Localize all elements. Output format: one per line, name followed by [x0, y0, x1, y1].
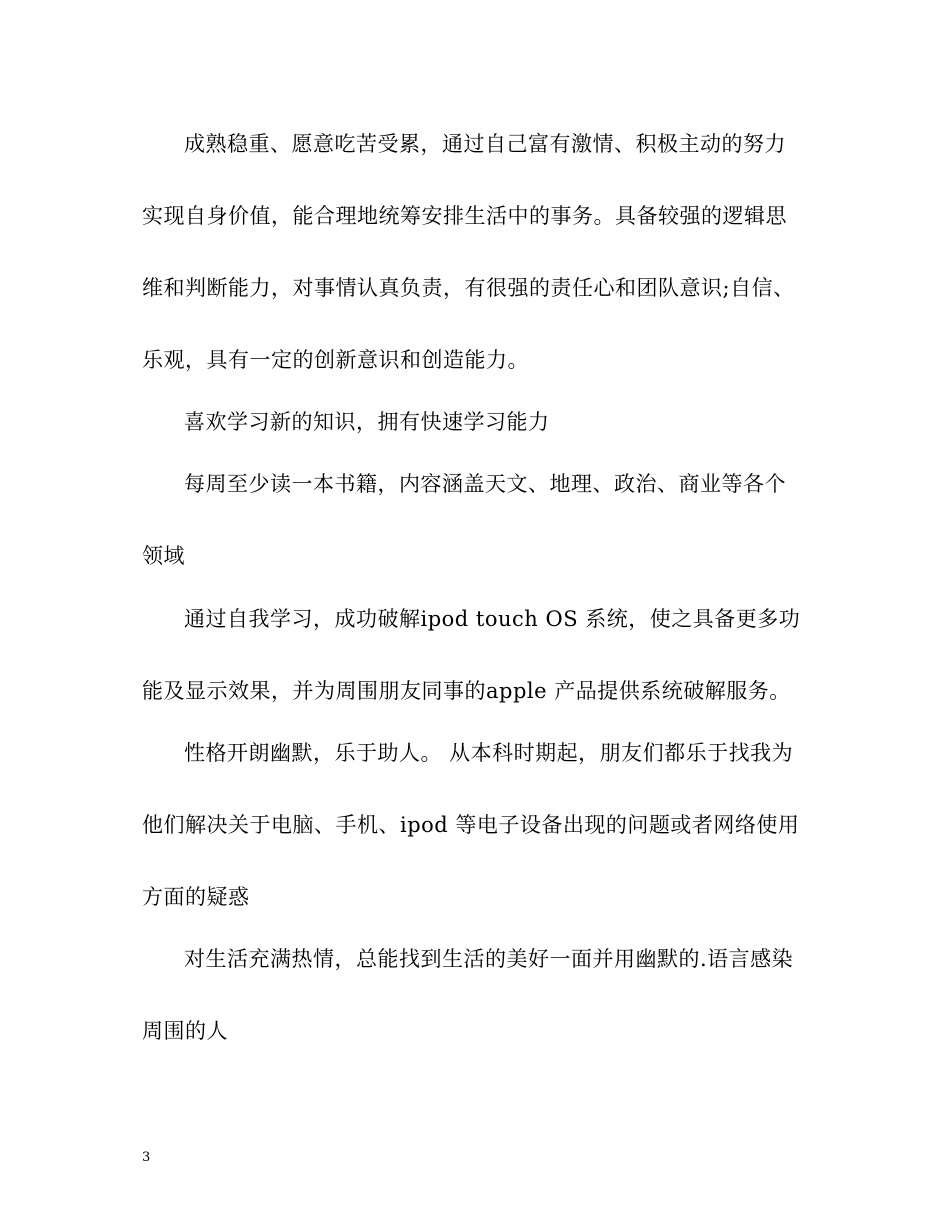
paragraph-line: 他们解决关于电脑、手机、ipod 等电子设备出现的问题或者网络使用	[142, 813, 800, 837]
page-number: 3	[142, 1150, 151, 1165]
paragraph-line: 通过自我学习，成功破解ipod touch OS 系统，使之具备更多功	[184, 607, 801, 631]
paragraph-line: 成熟稳重、愿意吃苦受累，通过自己富有激情、积极主动的努力	[184, 132, 786, 156]
paragraph-line: 能及显示效果，并为周围朋友同事的apple 产品提供系统破解服务。	[142, 679, 791, 703]
paragraph-line: 实现自身价值，能合理地统筹安排生活中的事务。具备较强的逻辑思	[142, 204, 787, 228]
paragraph-line: 对生活充满热情，总能找到生活的美好一面并用幽默的.语言感染	[184, 947, 794, 971]
paragraph-line: 领域	[142, 544, 185, 568]
paragraph-line: 性格开朗幽默，乐于助人。 从本科时期起，朋友们都乐于找我为	[184, 741, 794, 765]
paragraph-line: 周围的人	[142, 1019, 228, 1043]
paragraph-line: 维和判断能力，对事情认真负责，有很强的责任心和团队意识;自信、	[142, 276, 795, 300]
paragraph-line: 喜欢学习新的知识，拥有快速学习能力	[184, 410, 550, 434]
paragraph-line: 每周至少读一本书籍，内容涵盖天文、地理、政治、商业等各个	[184, 472, 786, 496]
paragraph-line: 乐观，具有一定的创新意识和创造能力。	[142, 348, 529, 372]
paragraph-line: 方面的疑惑	[142, 885, 250, 909]
